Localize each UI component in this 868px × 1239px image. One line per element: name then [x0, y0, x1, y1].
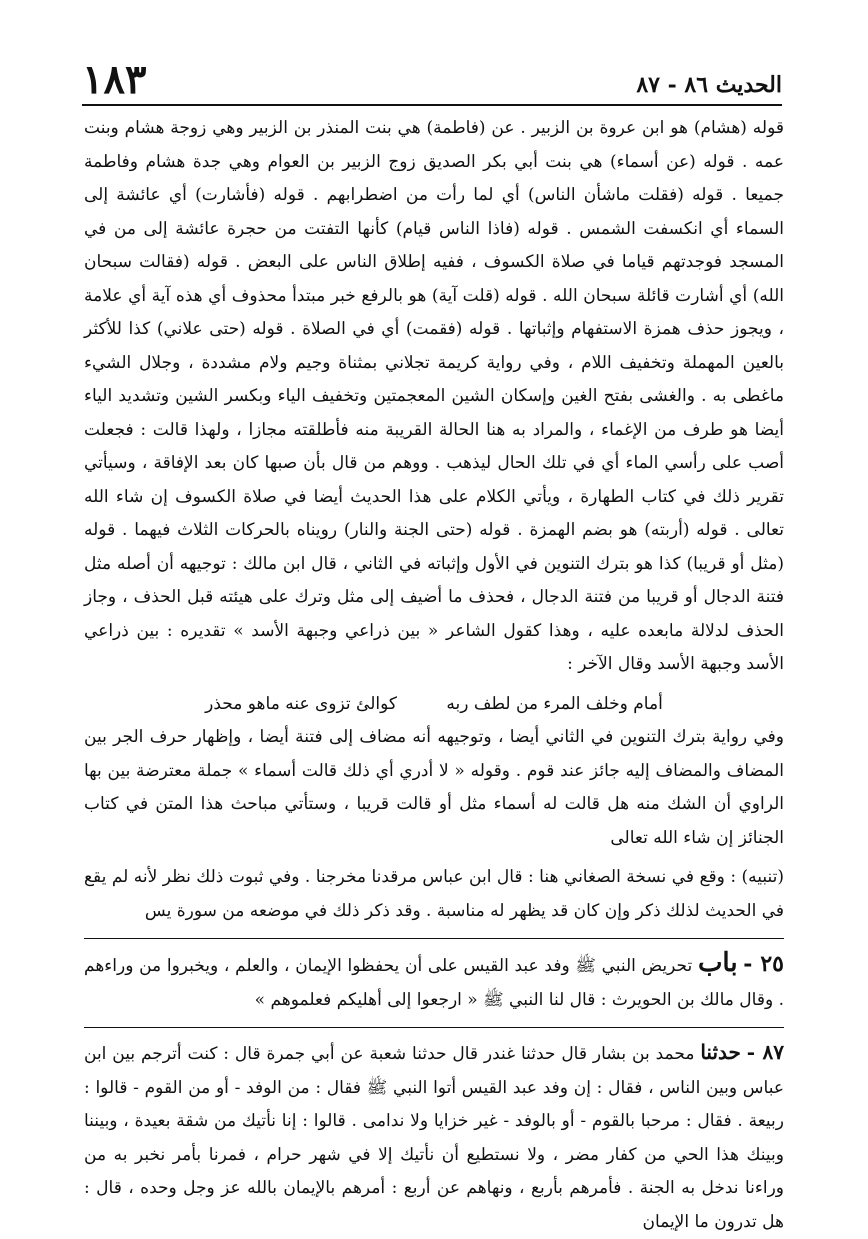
- hadith-text: محمد بن بشار قال حدثنا غندر قال حدثنا شعبة عن أبي جمرة قال : كنت أترجم بين ابن عباس وبين الناس ، فقال : إن وفد عبد القيس أتوا النبي ﷺ فقال : من الوفد - أو من القوم - قالوا : ربيعة . فقال : مرحبا بالقوم - أو بالوفد - غير خزايا ولا ندامى . قالوا : إنا نأتيك من شقة بعيدة ، وبيننا وبينك هذا الحي من كفار مضر ، ولا نستطيع أن نأتيك إلا في شهر حرام ، فمرنا بأمر نخبر به من وراءنا ندخل به الجنة . فأمرهم بأربع ، ونهاهم عن أربع : أمرهم بالإيمان بالله عز وجل وحده ، قال : هل تدرون ما الإيمان: [84, 1044, 784, 1232]
- commentary-paragraph: قوله (هشام) هو ابن عروة بن الزبير . عن (فاطمة) هي بنت المنذر بن الزبير وهي زوجة هشام وبنت عمه . قوله (عن أسماء) هي بنت أبي بكر الصديق زوج الزبير بن العوام وهي جدة هشام وفاطمة جميعا . قوله (فقلت ماشأن الناس) أي لما رأت من اضطرابهم . قوله (فأشارت) أي عائشة إلى السماء أي انكسفت الشمس . قوله (فاذا الناس قيام) كأنها التفتت من حجرة عائشة إلى من في المسجد فوجدتهم قياما في صلاة الكسوف ، ففيه إطلاق الناس على البعض . قوله (فقالت سبحان الله) أي أشارت قائلة سبحان الله . قوله (قلت آية) هو بالرفع خبر مبتدأ محذوف أي هذه آية أي علامة ، ويجوز حذف همزة الاستفهام وإثباتها . قوله (فقمت) أي في الصلاة . قوله (حتى علاني) كذا للأكثر بالعين المهملة وتخفيف اللام ، وفي رواية كريمة تجلاني بمثناة وجيم ولام مشددة ، وجلال الشيء ماغطى به . والغشى بفتح الغين وإسكان الشين المعجمتين وتخفيف الياء وبكسر الشين وتشديد الياء أيضا هو طرف من الإغماء ، والمراد به هنا الحالة القريبة منه فأطلقته مجازا ، ولهذا قالت : فجعلت أصب على رأسي الماء أي في تلك الحال ليذهب . ووهم من قال بأن صبها كان بعد الإفاقة ، وسيأتي تقرير ذلك في كتاب الطهارة ، ويأتي الكلام على هذا الحديث أيضا في صلاة الكسوف إن شاء الله تعالى . قوله (أربته) هو بضم الهمزة . قوله (حتى الجنة والنار) رويناه بالحركات الثلاث فيهما . قوله (مثل أو قريبا) كذا هو بترك التنوين في الأول وإثباته في الثاني ، قال ابن مالك : توجيهه أن أصله مثل فتنة الدجال أو قريبا من فتنة الدجال ، فحذف ما أضيف إلى مثل وترك على هيئته قبل الحذف ، وجاز الحذف لدلالة مابعده عليه ، وهذا كقول الشاعر « بين ذراعي وجبهة الأسد » تقديره : بين ذراعي الأسد وجبهة الأسد وقال الآخر :: [84, 118, 784, 674]
- section-divider-2: [84, 1027, 784, 1028]
- page-body: [84, 112, 784, 1239]
- hadith-lead-word: حدثنا: [700, 1040, 741, 1064]
- chapter-bab-word: باب: [697, 948, 738, 978]
- section-divider: [84, 938, 784, 939]
- hadith-number: ٨٧ -: [746, 1040, 785, 1064]
- chapter-continuation: وقال مالك بن الحويرث : قال لنا النبي ﷺ « ارجعوا إلى أهليكم فعلموهم »: [254, 989, 774, 1010]
- commentary-paragraph-2: وفي رواية بترك التنوين في الثاني أيضا ، وتوجيهه أنه مضاف إلى فتنة أيضا ، وإظهار حرف الجر بين المضاف والمضاف إليه جائز عند قوم . وقوله « لا أدري أي ذلك قالت أسماء » جملة معترضة بين بها الراوي أن الشك منه هل قالت له أسماء مثل أو قالت قريبا ، وستأتي مباحث هذا المتن في كتاب الجنائز إن شاء الله تعالى: [84, 727, 784, 848]
- chapter-number: ٢٥ -: [743, 951, 784, 977]
- note-paragraph: (تنبيه) : وقع في نسخة الصغاني هنا : قال ابن عباس مرقدنا مخرجنا . وفي ثبوت ذلك نظر لأنه لم يقع في الحديث لذلك ذكر وإن كان قد يظهر له مناسبة . وقد ذكر ذلك في موضعه من سورة يس: [84, 867, 784, 921]
- page-number: ١٨٣: [82, 56, 147, 103]
- verse-second-hemistich: كوالئ تزوى عنه ماهو محذر: [205, 693, 397, 714]
- running-title: الحديث ٨٦ - ٨٧: [636, 72, 782, 98]
- chapter-title: تحريض النبي ﷺ وفد عبد القيس على أن يحفظوا الإيمان ، والعلم ، ويخبروا من وراءهم .: [84, 956, 784, 1010]
- chapter-heading: [84, 947, 784, 1017]
- verse-first-hemistich: أمام وخلف المرء من لطف ربه: [446, 693, 663, 714]
- poetry-verse: [84, 688, 784, 722]
- hadith-paragraph: [84, 1036, 784, 1239]
- page-header: [82, 52, 782, 106]
